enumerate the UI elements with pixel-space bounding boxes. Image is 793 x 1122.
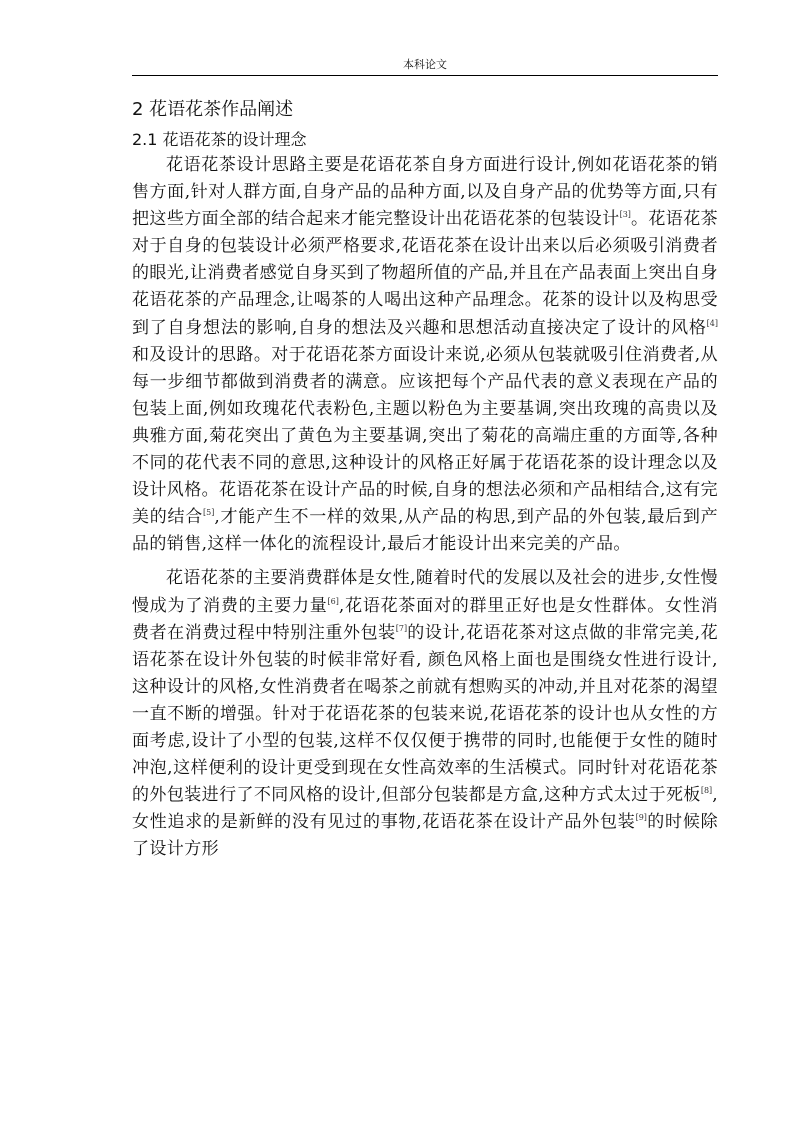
paragraph-1-text-3: 和及设计的思路。对于花语花茶方面设计来说,必须从包装就吸引住消费者,从每一步细节都做到消费者的满意。应该把每个产品代表的意义表现在产品的包装上面,例如玫瑰花代表粉色,主题以粉色为主要基调,突出玫瑰的高贵以及典雅方面,菊花突出了黄色为主要基调,突出了菊花的高端庄重的方面等,各种不同的花代表不同的意思,这种设计的风格正好属于花语花茶的设计理念以及设计风格。花语花茶在设计产品的时候,自身的想法必须和产品相结合,这有完美的结合 [132,344,718,528]
section-title: 2 花语花茶作品阐述 [132,99,294,120]
citation-ref-8: [8] [700,786,713,796]
paragraph-2-text-2: ,花语花茶面对的群里正好也是女性群体。女性消费者在消费过程中特别注重外包装 [132,595,718,643]
body-text [132,152,718,863]
citation-ref-3: [3] [619,210,631,220]
page-header [132,57,718,76]
page-header-text: 本科论文 [403,58,447,71]
paragraph-1-text-2: 。花语花茶对于自身的包装设计必须严格要求,花语花茶在设计出来以后必须吸引消费者的眼光,让消费者感觉自身买到了物超所值的产品,并且在产品表面上突出自身花语花茶的产品理念,让喝茶的人喝出这种产品理念。花茶的设计以及构思受到了自身想法的影响,自身的想法及兴趣和思想活动直接决定了设计的风格 [132,209,719,338]
citation-ref-6: [6] [327,596,339,606]
paragraph-2-text-4: , 女性追求的是新鲜的没有见过的事物,花语花茶在设计产品外包装 [132,785,718,833]
paragraph-2 [132,565,718,863]
paragraph-2-text-5: 的时候除了设计方形 [132,812,718,860]
paragraph-2-text-1: 花语花茶的主要消费群体是女性,随着时代的发展以及社会的进步,女性慢慢成为了消费的主要力量 [132,568,718,616]
citation-ref-9: [9] [635,813,647,823]
paragraph-1 [132,152,718,558]
citation-ref-7: [7] [395,623,408,633]
subsection-title: 2.1 花语花茶的设计理念 [132,130,307,149]
citation-ref-4: [4] [706,318,718,328]
paragraph-1-text-1: 花语花茶设计思路主要是花语花茶自身方面进行设计,例如花语花茶的销售方面,针对人群方面,自身产品的品种方面,以及自身产品的优势等方面,只有把这些方面全部的结合起来才能完整设计出花语花茶的包装设计 [132,155,718,230]
paragraph-2-text-3: 的设计,花语花茶对这点做的非常完美,花语花茶在设计外包装的时候非常好看, 颜色风格上面也是围绕女性进行设计,这种设计的风格,女性消费者在喝茶之前就有想购买的冲动,并且对花茶的渴望一直不断的增强。针对于花语花茶的包装来说,花语花茶的设计也从女性的方面考虑,设计了小型的包装,这样不仅仅便于携带的同时,也能便于女性的随时冲泡,这样便利的设计更受到现在女性高效率的生活模式。同时针对花语花茶的外包装进行了不同风格的设计,但部分包装都是方盒,这种方式太过于死板 [132,622,718,806]
citation-ref-5: [5] [203,508,215,518]
paragraph-1-text-4: ,才能产生不一样的效果,从产品的构思,到产品的外包装,最后到产品的销售,这样一体化的流程设计,最后才能设计出来完美的产品。 [132,507,718,555]
